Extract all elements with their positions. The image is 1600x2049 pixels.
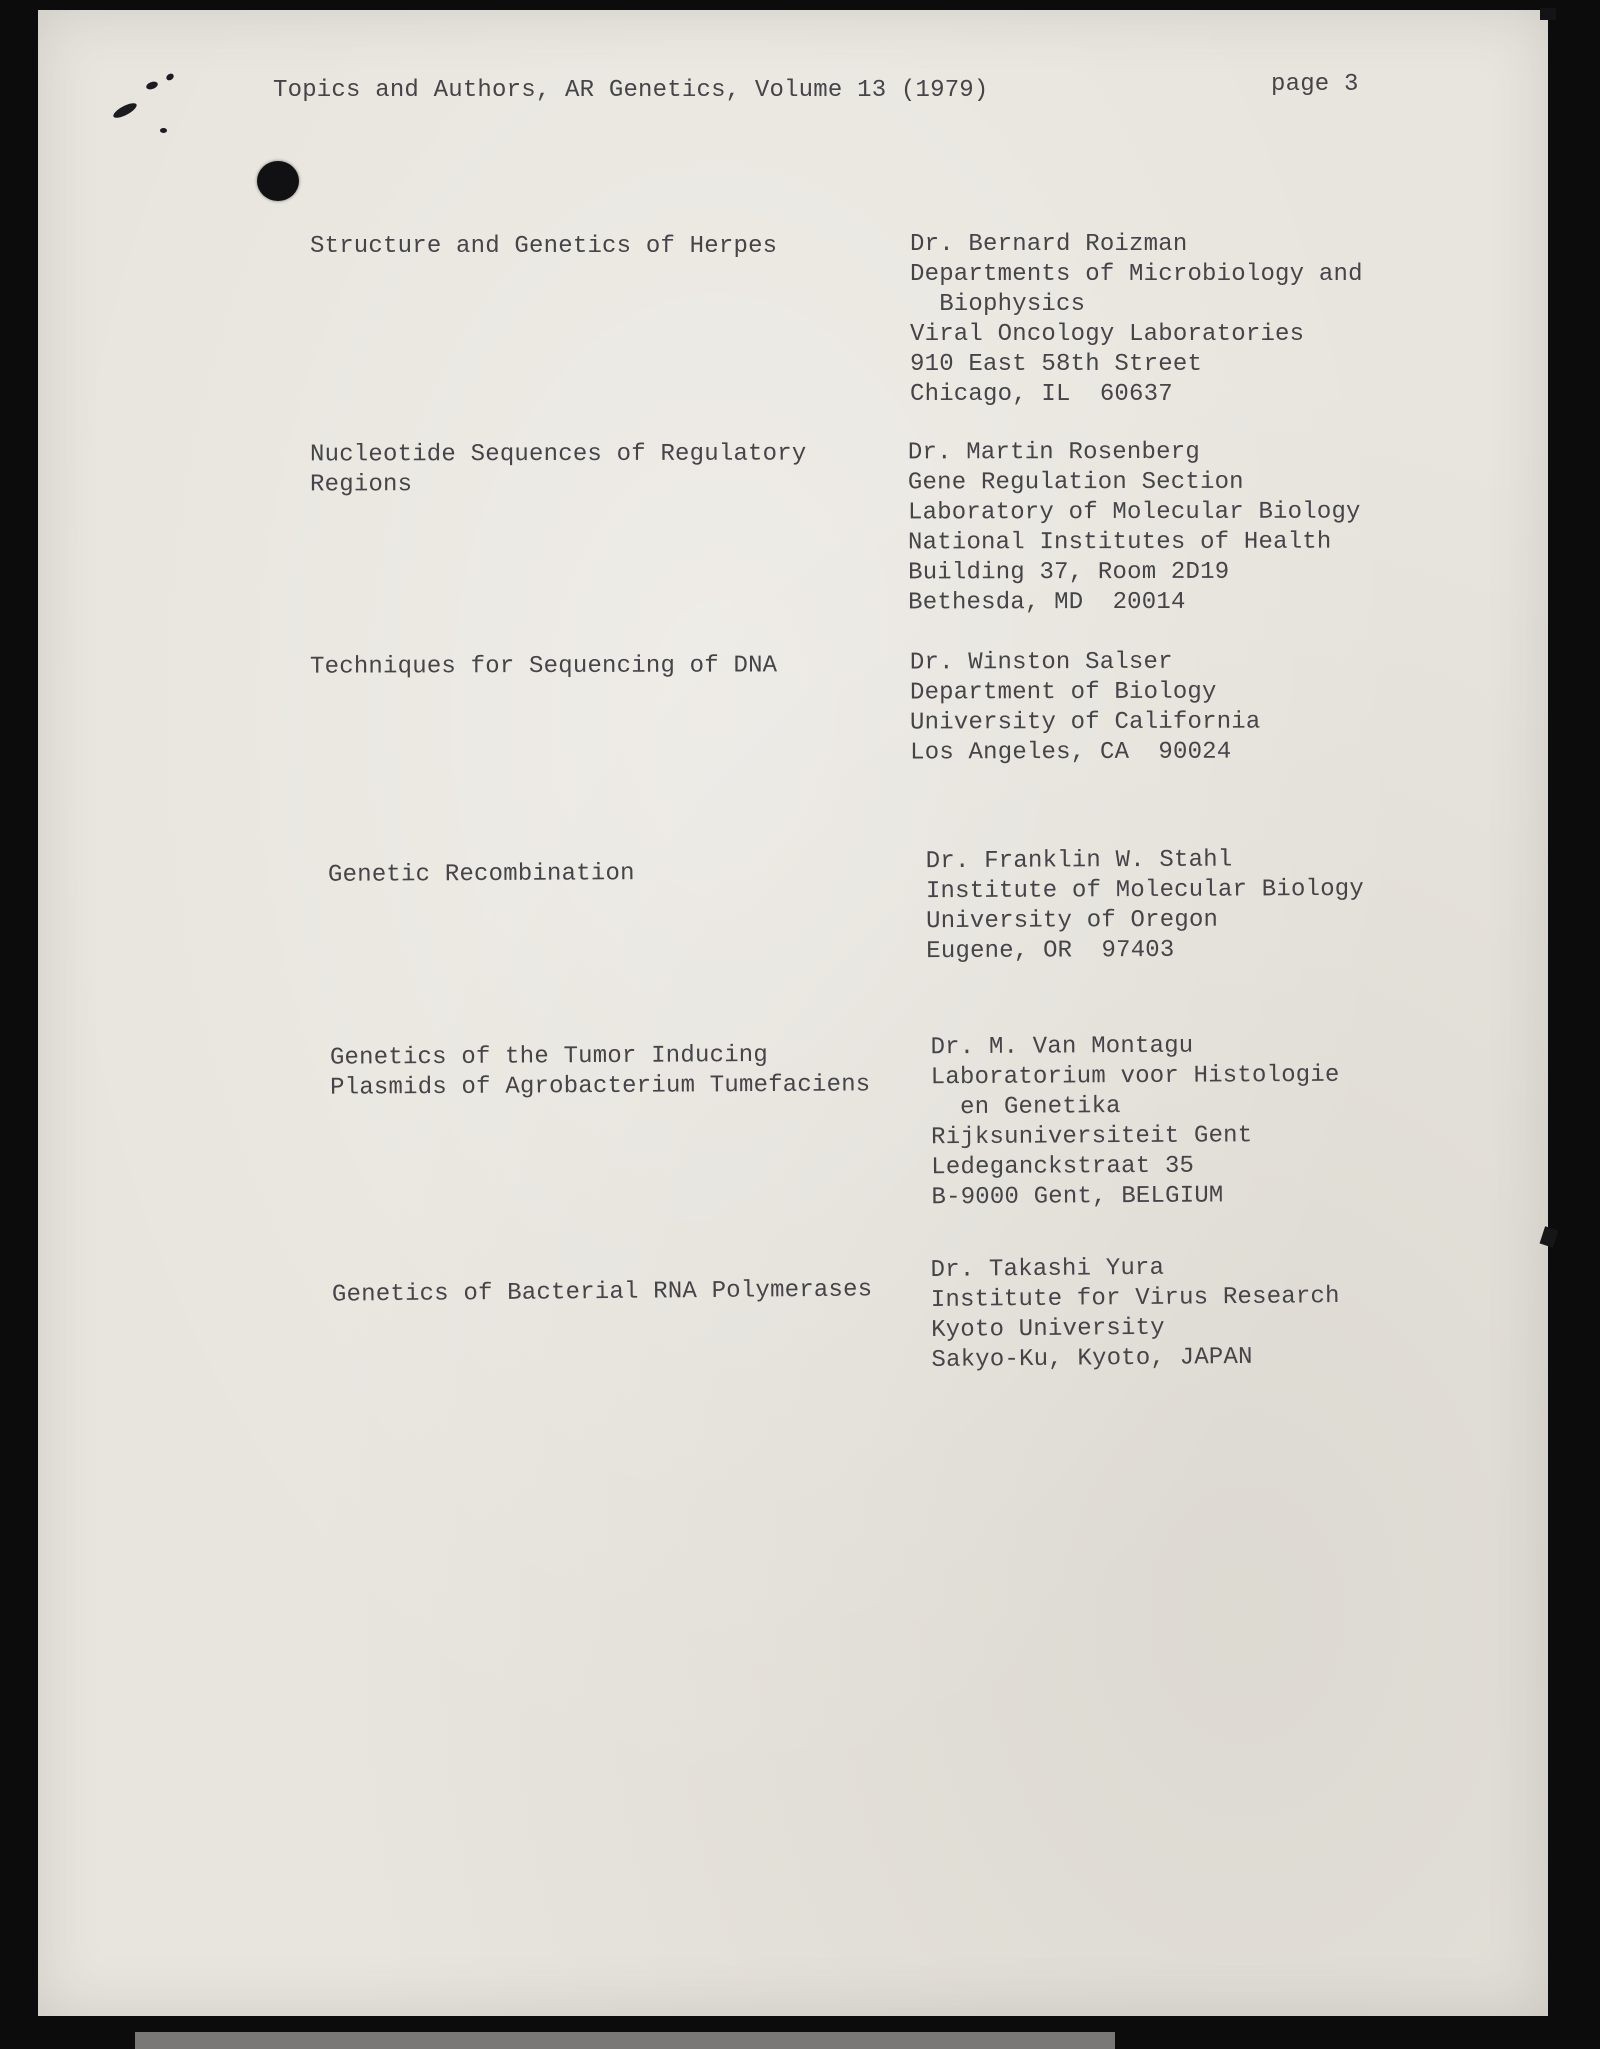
scan-edge-artifact	[1540, 8, 1556, 20]
punch-hole	[257, 161, 299, 201]
author-line: University of Oregon	[926, 906, 1219, 936]
topic-line: Nucleotide Sequences of Regulatory	[309, 440, 807, 469]
author-line: Eugene, OR 97403	[926, 936, 1175, 966]
entry-topic	[332, 1275, 873, 1310]
author-line: Los Angeles, CA 90024	[910, 738, 1232, 767]
ink-smudge	[160, 128, 167, 133]
author-line: Gene Regulation Section	[907, 468, 1244, 497]
entry-author	[930, 1031, 1340, 1213]
author-line: Rijksuniversiteit Gent	[931, 1122, 1253, 1152]
author-line: Viral Oncology Laboratories	[910, 321, 1305, 348]
topic-line: Plasmids of Agrobacterium Tumefaciens	[330, 1071, 871, 1102]
author-line: Ledeganckstraat 35	[931, 1152, 1195, 1182]
entry-topic	[310, 440, 807, 501]
topic-line: Structure and Genetics of Herpes	[310, 233, 778, 260]
author-line: Biophysics	[910, 291, 1086, 318]
page-header-title: Topics and Authors, AR Genetics, Volume 13 (1979)	[273, 77, 989, 104]
topic-line: Techniques for Sequencing of DNA	[309, 652, 778, 681]
author-line: Dr. Franklin W. Stahl	[925, 846, 1233, 876]
topic-line: Genetic Recombination	[327, 860, 635, 889]
author-line: Institute of Molecular Biology	[925, 875, 1365, 906]
scan-bottom-edge	[135, 2032, 1115, 2049]
entry-topic	[310, 232, 777, 262]
author-line: Bethesda, MD 20014	[908, 588, 1186, 617]
topic-line: Genetics of Bacterial RNA Polymerases	[331, 1276, 873, 1309]
author-line: Dr. Winston Salser	[909, 648, 1173, 677]
topic-line: Regions	[310, 471, 413, 499]
author-line: Department of Biology	[909, 678, 1217, 707]
author-line: Institute for Virus Research	[930, 1283, 1340, 1314]
author-line: Dr. Martin Rosenberg	[907, 438, 1200, 467]
ink-smudge	[145, 80, 159, 91]
entry-author	[930, 1252, 1340, 1376]
topic-line: Genetics of the Tumor Inducing	[329, 1041, 769, 1072]
entry-topic	[310, 651, 777, 682]
entry-author	[910, 230, 1363, 410]
author-line: B-9000 Gent, BELGIUM	[931, 1182, 1224, 1212]
author-line: Dr. Bernard Roizman	[910, 231, 1188, 258]
entry-topic	[330, 1040, 871, 1103]
entry-author	[910, 648, 1261, 769]
entry-author	[908, 438, 1361, 619]
author-line: 910 East 58th Street	[910, 351, 1203, 378]
author-line: Dr. M. Van Montagu	[930, 1032, 1194, 1062]
author-line: en Genetika	[930, 1093, 1121, 1122]
author-line: National Institutes of Health	[908, 528, 1332, 557]
author-line: Sakyo-Ku, Kyoto, JAPAN	[931, 1343, 1253, 1374]
page-number-label: page 3	[1271, 71, 1359, 98]
author-line: Laboratorium voor Histologie	[930, 1061, 1340, 1092]
author-line: University of California	[910, 708, 1261, 737]
author-line: Departments of Microbiology and	[910, 261, 1363, 288]
paper-sheet	[38, 10, 1548, 2016]
author-line: Chicago, IL 60637	[910, 381, 1173, 408]
author-line: Kyoto University	[931, 1314, 1165, 1344]
entry-author	[926, 845, 1365, 967]
author-line: Laboratory of Molecular Biology	[907, 498, 1361, 527]
entry-topic	[328, 859, 635, 891]
author-line: Building 37, Room 2D19	[908, 558, 1230, 587]
author-line: Dr. Takashi Yura	[930, 1254, 1165, 1284]
ink-smudge	[165, 72, 175, 82]
ink-smudge	[111, 100, 138, 120]
